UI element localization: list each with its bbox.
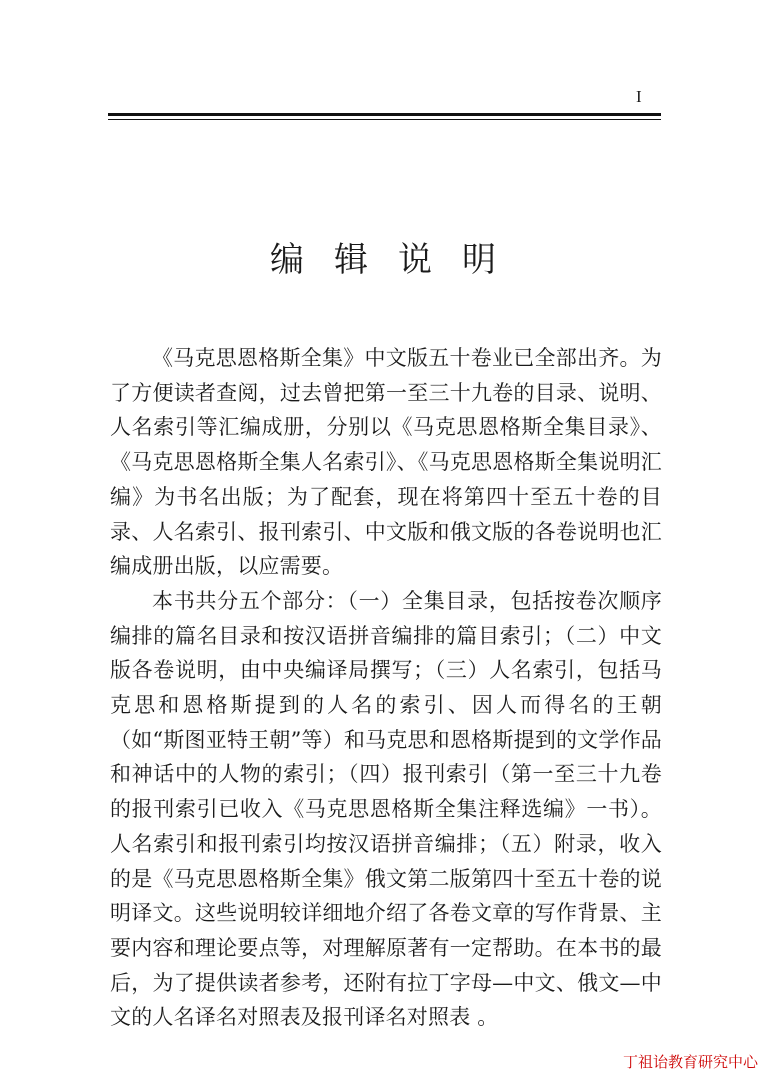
paragraph-2: 本书共分五个部分：（一）全集目录，包括按卷次顺序编排的篇名目录和按汉语拼音编排的篇目索引；（二）中文版各卷说明，由中央编译局撰写；（三）人名索引，包括马克思和恩格斯提到的人名的索引、因人而得名的王朝（如“斯图亚特王朝”等）和马克思和恩格斯提到的文学作品和神话中的人物的索引；（四）报刊索引（第一至三十九卷的报刊索引已收入《马克思恩格斯全集注释选编》一书）。人名索引和报刊索引均按汉语拼音编排；（五）附录，收入的是《马克思恩格斯全集》俄文第二版第四十至五十卷的说明译文。这些说明较详细地介绍了各卷文章的写作背景、主要内容和理论要点等，对理解原著有一定帮助。在本书的最后，为了提供读者参考，还附有拉丁字母—中文、俄文—中文的人名译名对照表及报刊译名对照表 。	[110, 588, 662, 1030]
watermark-text: 丁祖诒教育研究中心	[622, 1053, 758, 1071]
header-rule-thin	[108, 119, 661, 120]
header-rule-thick	[108, 113, 661, 116]
paragraph-1: 《马克思恩格斯全集》中文版五十卷业已全部出齐。为了方便读者查阅，过去曾把第一至三十九卷的目录、说明、人名索引等汇编成册，分别以《马克思恩格斯全集目录》、《马克思恩格斯全集人名索引》、《马克思恩格斯全集说明汇编》为书名出版；为了配套，现在将第四十至五十卷的目录、人名索引、报刊索引、中文版和俄文版的各卷说明也汇编成册出版，以应需要。	[110, 346, 662, 579]
page-title: 编辑说明	[270, 240, 526, 280]
page-number: I	[636, 87, 642, 106]
body-text	[110, 341, 662, 1035]
